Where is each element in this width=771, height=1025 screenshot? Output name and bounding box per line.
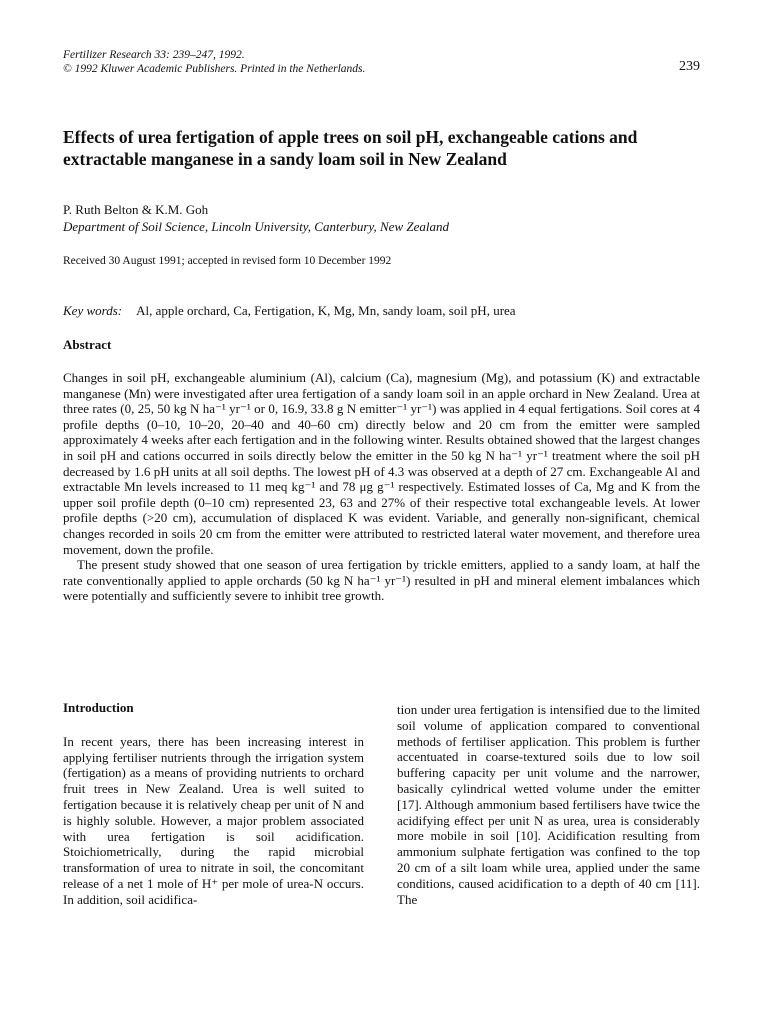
intro-paragraph-left: In recent years, there has been increasing interest in applying fertiliser nutrients through the irrigation system (fertigation) as a means of providing nutrients to orchard fruit trees in New Zealand. Urea is well suited to fertigation because it is relatively cheap per unit of N and is highly soluble. However, a major problem associated with urea fertigation is soil acidification. Stoichiometrically, during the rapid microbial transformation of urea to nitrate in soil, the concomitant release of a net 1 mole of H⁺ per mole of urea-N occurs. In addition, soil acidifica- — [63, 733, 364, 907]
page-number: 239 — [679, 59, 700, 74]
authors: P. Ruth Belton & K.M. Goh — [63, 202, 209, 217]
keywords-label: Key words: — [63, 303, 123, 318]
abstract-paragraph: Changes in soil pH, exchangeable aluminium (Al), calcium (Ca), magnesium (Mg), and potassium (K) and extractable manganese (Mn) were investigated after urea fertigation of a sandy loam soil in an apple orchard in New Zealand. Urea at three rates (0, 25, 50 kg N ha⁻¹ yr⁻¹ or 0, 16.9, 33.8 g N emitter⁻¹ yr⁻¹) was applied in 4 equal fertigations. Soil cores at 4 profile depths (0–10, 10–20, 20–40 and 40–60 cm) directly below and 20 cm from the emitter were sampled approximately 4 weeks after each fertigation and in the following winter. Results obtained showed that the largest changes in soil pH and cations occurred in soils directly below the emitter in the 50 kg N ha⁻¹ yr⁻¹ treatment where the soil pH decreased by 1.6 pH units at all soil depths. The lowest pH of 4.3 was observed at a depth of 27 cm. Exchangeable Al and extractable Mn levels increased to 11 meq kg⁻¹ and 78 μg g⁻¹ respectively. Estimated losses of Ca, Mg and K from the upper soil profile depth (0–10 cm) represented 23, 63 and 27% of their respective total exchangeable levels. At lower profile depths (>20 cm), accumulation of displaced K was evident. Variable, and generally non-significant, chemical changes recorded in soils 20 cm from the emitter were attributed to restricted lateral water movement, and therefore urea movement, down the profile. — [63, 370, 700, 557]
abstract-paragraph: The present study showed that one season of urea fertigation by trickle emitters, applied to a sandy loam, at half the rate conventionally applied to apple orchards (50 kg N ha⁻¹ yr⁻¹) resulted in pH and mineral element imbalances which were potentially and sufficiently severe to inhibit tree growth. — [63, 557, 700, 604]
intro-paragraph-right: tion under urea fertigation is intensified due to the limited soil volume of application compared to conventional methods of fertiliser application. This problem is further accentuated in coarse-textured soils due to low soil buffering capacity per unit volume and the narrower, basically cylindrical wetted volume under the emitter [17]. Although ammonium based fertilisers have twice the acidifying effect per unit N as urea, urea is considerably more mobile in soil [10]. Acidification resulting from ammonium sulphate fertigation was confined to the top 20 cm of a silt loam while urea, applied under the same conditions, caused acidification to a depth of 40 cm [11]. The — [397, 702, 700, 907]
paper-title: Effects of urea fertigation of apple trees on soil pH, exchangeable cations and extractable manganese in a sandy loam soil in New Zealand — [63, 127, 638, 169]
affiliation: Department of Soil Science, Lincoln University, Canterbury, New Zealand — [63, 219, 449, 234]
abstract-body — [63, 370, 700, 604]
received-date: Received 30 August 1991; accepted in revised form 10 December 1992 — [63, 255, 392, 267]
keywords — [63, 303, 516, 319]
left-column — [63, 700, 364, 908]
journal-header — [63, 48, 483, 76]
keywords-text: Al, apple orchard, Ca, Fertigation, K, Mg, Mn, sandy loam, soil pH, urea — [136, 303, 516, 318]
right-column — [397, 702, 700, 907]
journal-citation: Fertilizer Research 33: 239–247, 1992. — [63, 49, 245, 61]
introduction-heading: Introduction — [63, 700, 134, 715]
abstract-heading: Abstract — [63, 337, 112, 352]
copyright-line: © 1992 Kluwer Academic Publishers. Printed in the Netherlands. — [63, 63, 366, 75]
